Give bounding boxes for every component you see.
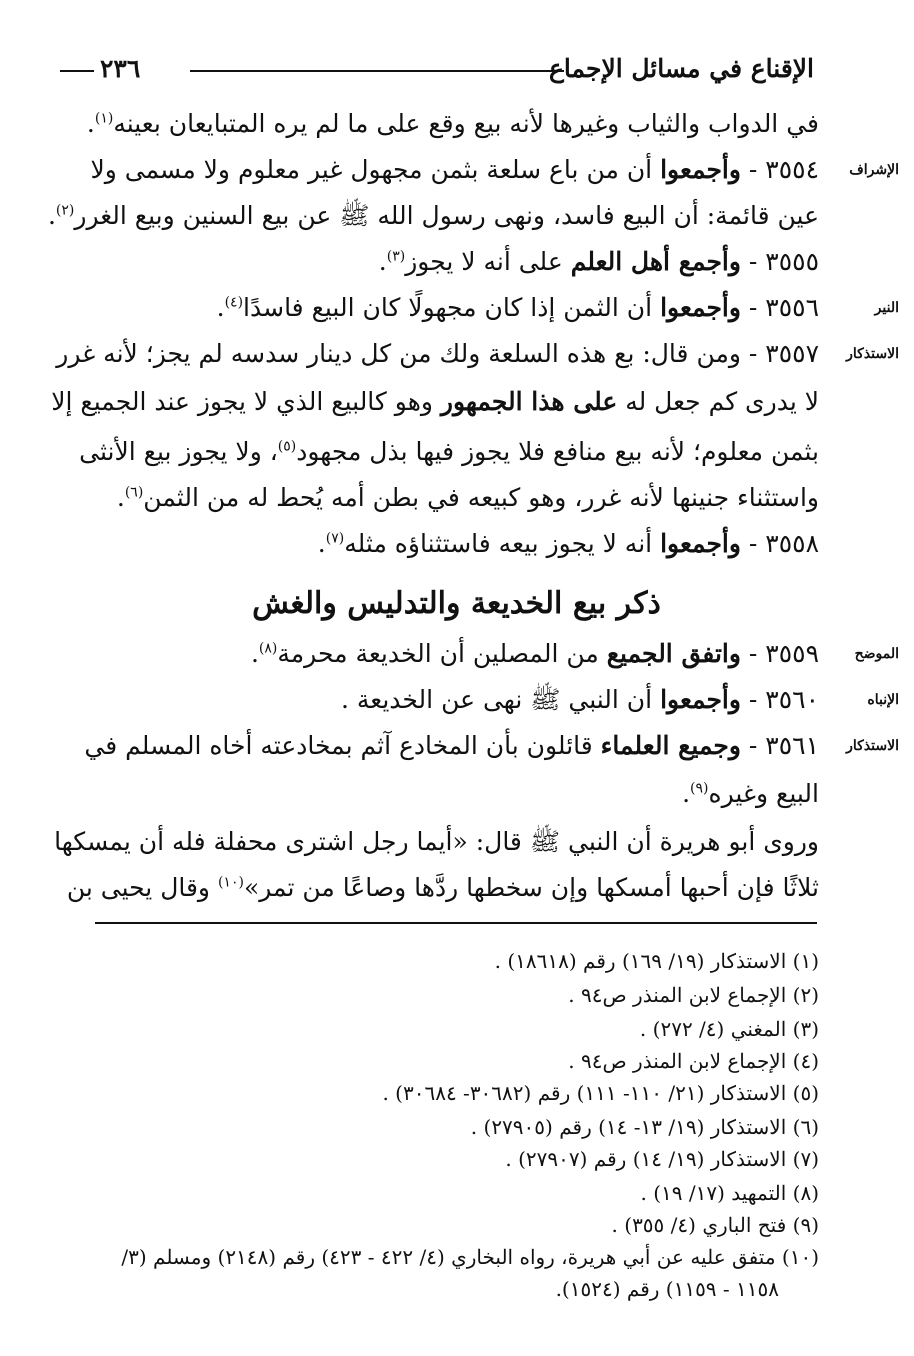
text-run: . [47, 201, 56, 230]
text-run: وقال يحيى بن [66, 873, 218, 902]
text-run: أن من باع سلعة بثمن مجهول غير معلوم ولا مسمى ولا [90, 155, 661, 184]
source-label: الاستذكار [846, 346, 899, 362]
bold-phrase: وأجمعوا [660, 293, 741, 322]
text-run: . [86, 109, 95, 138]
footnote-ref: (٩) [690, 780, 709, 797]
text-run: . [216, 293, 225, 322]
text-run: ، ولا يجوز بيع الأنثى [79, 437, 278, 466]
text-run: ٣٥٥٦ - [740, 293, 819, 322]
footnote-ref: (١) [94, 110, 114, 127]
text-run: وهو كالبيع الذي لا يجوز عند الجميع إلا [51, 387, 441, 416]
footnote: (٢) الإجماع لابن المنذر ص٩٤ . [568, 983, 819, 1007]
text-run: أن النبي ﷺ نهى عن الخديعة . [340, 685, 661, 714]
text-run: . [250, 639, 259, 668]
text-run: على أنه لا يجوز [405, 247, 571, 276]
page-header [60, 50, 814, 90]
text-run: قائلون بأن المخادع آثم بمخادعته أخاه المسلم في [84, 731, 601, 760]
text-run: . [116, 483, 125, 512]
source-label: الإشراف [849, 162, 899, 178]
text-run: عين قائمة: أن البيع فاسد، ونهى رسول الله ﷺ عن بيع السنين وبيع الغرر [74, 201, 819, 230]
bold-phrase: وأجمعوا [660, 685, 741, 714]
bold-phrase: وجميع العلماء [600, 731, 741, 760]
footnote: (٥) الاستذكار (٢١/ ١١٠- ١١١) رقم (٣٠٦٨٢- ٣٠٦٨٤) . [382, 1081, 819, 1105]
footnote-ref: (١٠) [217, 874, 244, 891]
page-number: ٢٣٦ [100, 54, 141, 83]
text-run: أنه لا يجوز بيعه فاستثناؤه مثله [344, 529, 661, 558]
text-line [54, 816, 819, 868]
text-run: بثمن معلوم؛ لأنه بيع منافع فلا يجوز فيها بذل مجهود [296, 437, 819, 466]
bold-phrase: وأجمع أهل العلم [570, 247, 741, 276]
footnote: (٦) الاستذكار (١٩/ ١٣- ١٤) رقم (٢٧٩٠٥) . [470, 1115, 819, 1139]
text-line [66, 862, 819, 914]
source-label: الاستذكار [846, 738, 899, 754]
text-line [94, 518, 819, 570]
footnote: (٤) الإجماع لابن المنذر ص٩٤ . [568, 1049, 819, 1073]
text-run: . [317, 529, 326, 558]
footnote-ref: (٨) [258, 640, 278, 657]
text-line [94, 674, 819, 726]
source-label: النير [874, 300, 899, 316]
footnote-ref: (٥) [277, 438, 297, 455]
text-run: وروى أبو هريرة أن النبي ﷺ قال: «أيما رجل اشترى محفلة فله أن يمسكها [54, 827, 819, 856]
text-run: ٣٥٥٤ - [740, 155, 819, 184]
footnote-rule [95, 922, 817, 924]
footnote-ref: (٦) [124, 484, 144, 501]
source-label: الموضح [854, 646, 899, 662]
bold-phrase: وأجمعوا [660, 529, 741, 558]
text-run: . [682, 779, 691, 808]
bold-phrase: على هذا الجمهور [440, 387, 618, 416]
text-line [90, 144, 819, 196]
text-line [94, 236, 819, 288]
footnote: (٨) التمهيد (١٧/ ١٩) . [640, 1181, 819, 1205]
footnote: (١) الاستذكار (١٩/ ١٦٩) رقم (١٨٦١٨) . [494, 949, 819, 973]
text-run: ٣٥٥٨ - [740, 529, 819, 558]
text-run: ٣٥٥٩ - [740, 639, 819, 668]
text-line [51, 376, 819, 428]
footnote: (٧) الاستذكار (١٩/ ١٤) رقم (٢٧٩٠٧) . [505, 1147, 819, 1171]
text-run: من المصلين أن الخديعة محرمة [277, 639, 607, 668]
text-line [94, 472, 819, 524]
header-rule [190, 70, 564, 72]
text-run: لا يدرى كم جعل له [617, 387, 819, 416]
text-run: ثلاثًا فإن أحبها أمسكها وإن سخطها ردَّها وصاعًا من تمر» [243, 873, 819, 902]
footnote-ref: (٢) [55, 202, 75, 219]
bold-phrase: واتفق الجميع [606, 639, 741, 668]
text-run: ٣٥٦١ - [740, 731, 819, 760]
running-title: الإقناع في مسائل الإجماع [549, 54, 814, 83]
footnote-continuation: ١١٥٨ - ١١٥٩) رقم (١٥٢٤). [555, 1277, 779, 1301]
text-run: . [378, 247, 387, 276]
text-run: في الدواب والثياب وغيرها لأنه بيع وقع على ما لم يره المتبايعان بعينه [113, 109, 819, 138]
source-label: الإنباه [867, 692, 899, 708]
footnote-ref: (٤) [224, 294, 244, 311]
text-run: ٣٥٥٧ - ومن قال: بع هذه السلعة ولك من كل دينار سدسه لم يجز؛ لأنه غرر [56, 339, 819, 368]
text-line [94, 282, 819, 334]
text-run: البيع وغيره [708, 779, 819, 808]
text-run: واستثناء جنينها لأنه غرر، وهو كبيعه في بطن أمه يُحط له من الثمن [143, 483, 819, 512]
text-line [94, 628, 819, 680]
footnote: (٣) المغني (٤/ ٢٧٢) . [639, 1017, 819, 1041]
text-line [94, 768, 819, 820]
text-run: ٣٥٥٥ - [740, 247, 819, 276]
text-run: أن الثمن إذا كان مجهولًا كان البيع فاسدًا [243, 293, 661, 322]
text-line [79, 426, 819, 478]
header-dash [60, 70, 94, 72]
footnote: (١٠) متفق عليه عن أبي هريرة، رواه البخاري (٤/ ٤٢٢ - ٤٢٣) رقم (٢١٤٨) ومسلم (٣/ [121, 1245, 819, 1269]
text-line [86, 98, 819, 150]
footnote: (٩) فتح الباري (٤/ ٣٥٥) . [611, 1213, 819, 1237]
section-heading: ذكر بيع الخديعة والتدليس والغش [252, 586, 661, 621]
footnote-ref: (٣) [386, 248, 406, 265]
bold-phrase: وأجمعوا [660, 155, 741, 184]
footnote-ref: (٧) [325, 530, 345, 547]
text-line [84, 720, 819, 772]
text-run: ٣٥٦٠ - [740, 685, 819, 714]
text-line [56, 328, 819, 380]
text-line [47, 190, 819, 242]
